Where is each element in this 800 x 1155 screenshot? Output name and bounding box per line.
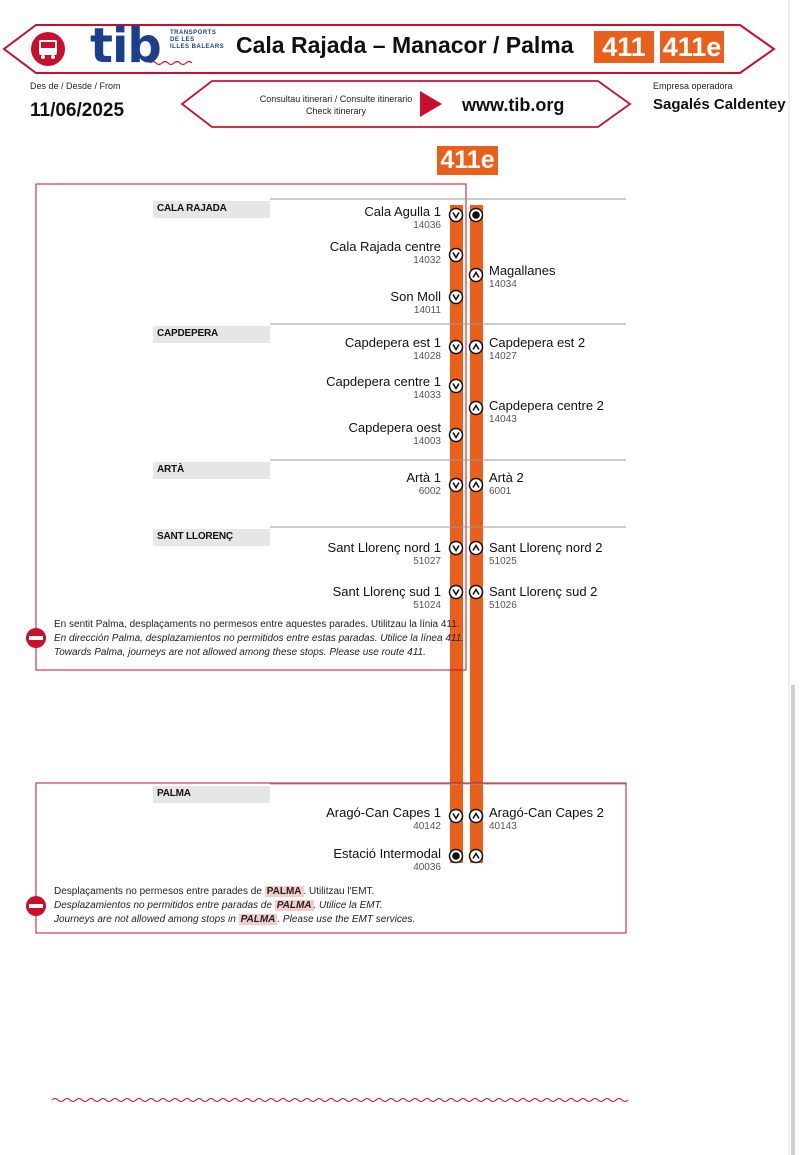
stop-name[interactable]: Cala Rajada centre: [329, 239, 441, 254]
note-text: . Utilitzau l'EMT.: [303, 886, 375, 897]
logo-sub-line: ILLES BALEARS: [170, 44, 225, 50]
up-arrow-stop-icon: [470, 479, 483, 492]
note-text: Journeys are not allowed among stops in: [54, 914, 239, 925]
stop-name[interactable]: Capdepera est 2: [489, 335, 586, 350]
down-arrow-stop-icon: [450, 380, 463, 393]
note-ca: En sentit Palma, desplaçaments no permesos entre aquestes parades. Utilitzau la línia 411.: [54, 619, 460, 630]
stop-name[interactable]: Aragó-Can Capes 2: [489, 805, 604, 820]
note-en: [54, 913, 415, 927]
stop-code: 14027: [489, 351, 517, 362]
down-arrow-stop-icon: [450, 542, 463, 555]
route-bar-inbound: [470, 205, 483, 863]
footer-squiggle: [52, 1099, 628, 1102]
stop-code: 51025: [489, 556, 517, 567]
note-highlight: PALMA: [240, 914, 276, 925]
logo-subtitle: [170, 30, 224, 51]
stop-name[interactable]: Artà 2: [489, 470, 524, 485]
consult-itinerary: [236, 93, 436, 117]
down-arrow-stop-icon: [450, 209, 463, 222]
up-arrow-stop-icon: [470, 542, 483, 555]
stop-name[interactable]: Cala Agulla 1: [364, 204, 441, 219]
stop-code: 6002: [418, 486, 441, 497]
stop-name[interactable]: Sant Llorenç sud 1: [332, 584, 441, 599]
stop-code: 14033: [413, 390, 441, 401]
note-es: [54, 899, 415, 913]
note-en: Towards Palma, journeys are not allowed among these stops. Please use route 411.: [54, 647, 426, 658]
stop-name[interactable]: Estació Intermodal: [333, 846, 441, 861]
stop-name[interactable]: Capdepera est 1: [344, 335, 441, 350]
stop-code: 51027: [413, 556, 441, 567]
stop-code: 14043: [489, 414, 517, 425]
down-arrow-stop-icon: [450, 341, 463, 354]
note-ca: [54, 885, 415, 899]
down-arrow-stop-icon: [450, 291, 463, 304]
stop-name[interactable]: Sant Llorenç sud 2: [489, 584, 598, 599]
consult-line: Check itinerary: [305, 106, 367, 116]
route-badge-411e: 411e: [660, 31, 724, 63]
up-arrow-stop-icon: [470, 269, 483, 282]
consult-line: Consultau itinerari / Consulte itinerario: [259, 94, 413, 104]
note-text: Desplazamientos no permitidos entre paradas de: [54, 900, 275, 911]
stop-name[interactable]: Son Moll: [390, 289, 441, 304]
up-arrow-stop-icon: [470, 341, 483, 354]
from-label: Des de / Desde / From: [30, 81, 121, 91]
page-title: Cala Rajada – Manacor / Palma: [236, 32, 574, 58]
no-entry-icon: [26, 628, 46, 648]
palma-restriction-note: [54, 885, 415, 927]
stop-name[interactable]: Capdepera oest: [348, 420, 441, 435]
up-arrow-stop-icon: [470, 586, 483, 599]
zone-label: SANT LLORENÇ: [153, 529, 270, 546]
stop-name[interactable]: Sant Llorenç nord 1: [327, 540, 441, 555]
stop-code: 14003: [413, 436, 441, 447]
zone-label: ARTÀ: [153, 462, 270, 479]
stop-code: 14036: [413, 220, 441, 231]
line-badge: 411e: [437, 146, 498, 175]
zone-label: CAPDEPERA: [153, 326, 270, 343]
note-es: En dirección Palma, desplazamientos no permitidos entre estas paradas. Utilice la línea 411.: [54, 633, 465, 644]
bus-icon: [24, 31, 72, 67]
stop-name[interactable]: Magallanes: [489, 263, 556, 278]
down-arrow-stop-icon: [450, 586, 463, 599]
stop-code: 40036: [413, 862, 441, 873]
note-highlight: PALMA: [276, 900, 312, 911]
stop-code: 14032: [413, 255, 441, 266]
stop-name[interactable]: Capdepera centre 2: [489, 398, 604, 413]
stop-code: 51024: [413, 600, 441, 611]
down-arrow-stop-icon: [450, 810, 463, 823]
note-text: . Utilice la EMT.: [313, 900, 383, 911]
stop-code: 14028: [413, 351, 441, 362]
stop-code: 14011: [413, 305, 441, 316]
stop-name[interactable]: Aragó-Can Capes 1: [326, 805, 441, 820]
stop-code: 14034: [489, 279, 517, 290]
stop-code: 51026: [489, 600, 517, 611]
up-arrow-stop-icon: [470, 810, 483, 823]
stop-name[interactable]: Capdepera centre 1: [326, 374, 441, 389]
valid-date: 11/06/2025: [30, 100, 125, 121]
route-badge-411: 411: [594, 31, 654, 63]
down-arrow-stop-icon: [450, 479, 463, 492]
note-text: Desplaçaments no permesos entre parades de: [54, 886, 265, 897]
stop-name[interactable]: Artà 1: [406, 470, 441, 485]
terminus-icon: [450, 850, 463, 863]
logo-sub-line: TRANSPORTS: [170, 30, 217, 36]
note-text: . Please use the EMT services.: [277, 914, 416, 925]
terminus-icon: [470, 209, 483, 222]
tib-logo[interactable]: [90, 18, 161, 74]
stop-code: 40142: [413, 821, 441, 832]
up-arrow-stop-icon: [470, 402, 483, 415]
no-entry-icon: [26, 896, 46, 916]
logo-text: tib: [90, 18, 161, 74]
stop-name[interactable]: Sant Llorenç nord 2: [489, 540, 603, 555]
zone-label: CALA RAJADA: [153, 201, 270, 218]
stop-code: 6001: [489, 486, 512, 497]
up-arrow-stop-icon: [470, 850, 483, 863]
operator-name: Sagalés Caldentey: [653, 96, 786, 113]
note-highlight: PALMA: [266, 886, 302, 897]
zone-label: PALMA: [153, 786, 270, 803]
down-arrow-stop-icon: [450, 249, 463, 262]
stop-code: 40143: [489, 821, 517, 832]
logo-sub-line: DE LES: [170, 37, 195, 43]
down-arrow-stop-icon: [450, 429, 463, 442]
operator-label: Empresa operadora: [653, 81, 733, 91]
restriction-note: [54, 618, 464, 660]
website-link[interactable]: www.tib.org: [462, 95, 565, 115]
